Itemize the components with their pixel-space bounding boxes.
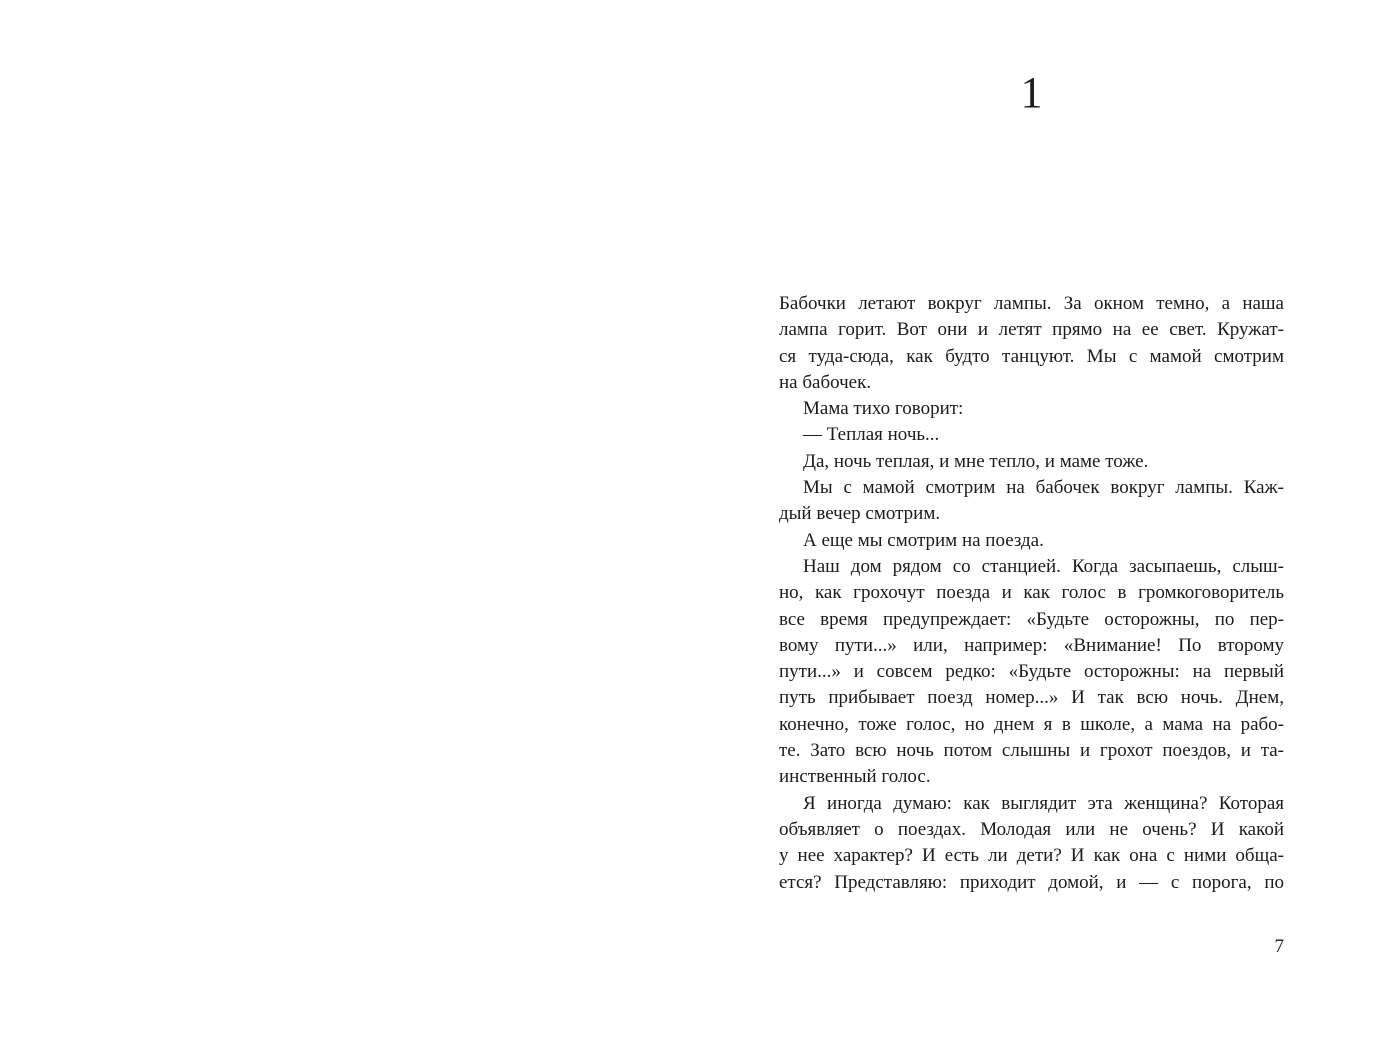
text-line: — Теплая ночь... [803, 424, 940, 446]
page-number: 7 [1274, 936, 1284, 957]
text-line: Наш дом рядом со станцией. Когда засыпаешь, слыш- [803, 555, 1284, 577]
text-line: те. Зато всю ночь потом слышны и грохот поездов, и та- [779, 740, 1284, 762]
text-line: пути...» и совсем редко: «Будьте осторожны: на первый [779, 661, 1284, 683]
text-line: Да, ночь теплая, и мне тепло, и маме тоже. [803, 450, 1149, 472]
text-line: все время предупреждает: «Будьте осторожны, по пер- [779, 608, 1284, 630]
text-line: Я иногда думаю: как выглядит эта женщина? Которая [803, 792, 1284, 814]
text-line: лампа горит. Вот они и летят прямо на ее свет. Кружат- [779, 319, 1284, 341]
text-line: у нее характер? И есть ли дети? И как она с ними обща- [779, 845, 1284, 867]
text-line: Бабочки летают вокруг лампы. За окном темно, а наша [779, 293, 1284, 314]
text-line: но, как грохочут поезда и как голос в громкоговоритель [779, 582, 1284, 604]
text-line: А еще мы смотрим на поезда. [803, 529, 1044, 551]
text-line: объявляет о поездах. Молодая или не очень? И какой [779, 818, 1284, 840]
text-line: вому пути...» или, например: «Внимание! По второму [779, 634, 1284, 656]
text-line: ся туда-сюда, как будто танцуют. Мы с мамой смотрим [779, 345, 1284, 367]
chapter-number: 1 [1020, 68, 1043, 117]
text-line: Мы с мамой смотрим на бабочек вокруг лампы. Каж- [803, 477, 1284, 499]
text-line: путь прибывает поезд номер...» И так всю ночь. Днем, [779, 687, 1284, 709]
text-line: инственный голос. [779, 766, 931, 788]
text-line: ется? Представляю: приходит домой, и — с порога, по [779, 871, 1284, 893]
text-line: дый вечер смотрим. [779, 503, 941, 525]
text-line: на бабочек. [779, 371, 872, 393]
text-line: конечно, тоже голос, но днем я в школе, а мама на рабо- [779, 713, 1284, 735]
text-line: Мама тихо говорит: [803, 398, 964, 420]
text-block [779, 291, 1284, 896]
